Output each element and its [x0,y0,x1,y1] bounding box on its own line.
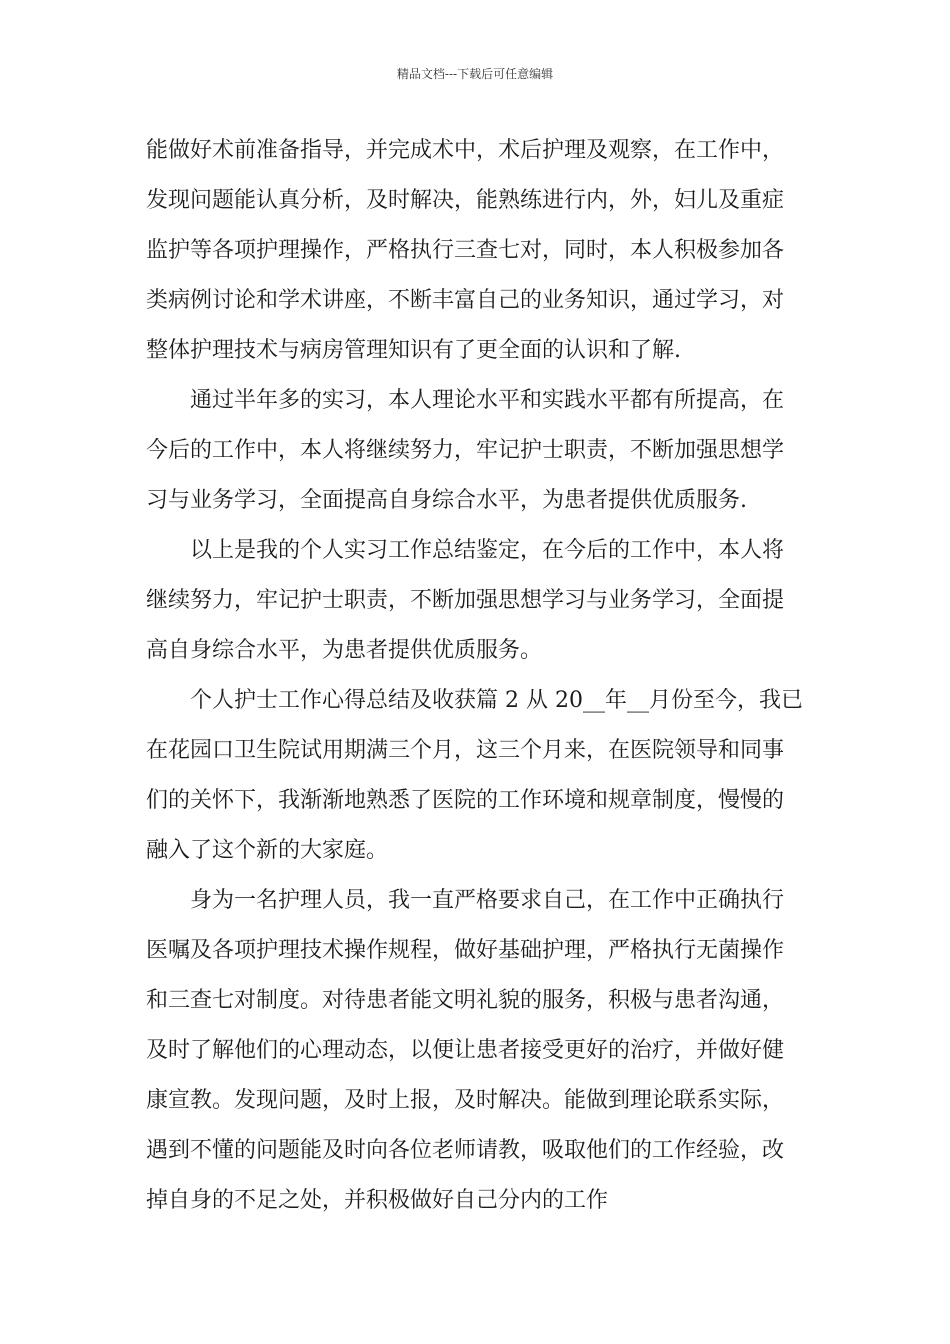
text-line: 高自身综合水平，为患者提供优质服务。 [146,638,543,663]
paragraph [146,126,810,376]
text-line: 在花园口卫生院试用期满三个月，这三个月来，在医院领导和同事 [146,738,785,763]
text-line: 康宣教。发现问题，及时上报，及时解决。能做到理论联系实际， [146,1088,785,1113]
document-body [146,126,810,1226]
paragraph [146,526,810,676]
paragraph [146,676,810,876]
text-line: 及时了解他们的心理动态，以便让患者接受更好的治疗，并做好健 [146,1038,785,1063]
text-line: 以上是我的个人实习工作总结鉴定，在今后的工作中，本人将 [190,538,785,563]
text-line: 身为一名护理人员，我一直严格要求自己，在工作中正确执行 [190,888,785,913]
text-line: 掉自身的不足之处，并积极做好自己分内的工作 [146,1188,609,1213]
text-line: 医嘱及各项护理技术操作规程，做好基础护理，严格执行无菌操作 [146,938,785,963]
text-line: 个人护士工作心得总结及收获篇 2 从 20__年__月份至今，我已 [190,688,803,713]
text-line: 监护等各项护理操作，严格执行三查七对，同时，本人积极参加各 [146,238,785,263]
text-line: 和三查七对制度。对待患者能文明礼貌的服务，积极与患者沟通， [146,988,785,1013]
text-line: 发现问题能认真分析，及时解决，能熟练进行内，外，妇儿及重症 [146,188,785,213]
text-line: 融入了这个新的大家庭。 [146,838,389,863]
text-line: 继续努力，牢记护士职责，不断加强思想学习与业务学习，全面提 [146,588,785,613]
text-line: 们的关怀下，我渐渐地熟悉了医院的工作环境和规章制度，慢慢的 [146,788,785,813]
text-line: 能做好术前准备指导，并完成术中，术后护理及观察，在工作中， [146,138,785,163]
text-line: 整体护理技术与病房管理知识有了更全面的认识和了解. [146,338,681,363]
text-line: 今后的工作中，本人将继续努力，牢记护士职责，不断加强思想学 [146,438,785,463]
text-line: 遇到不懂的问题能及时向各位老师请教，吸取他们的工作经验，改 [146,1138,785,1163]
page-header: 精品文档---下载后可任意编辑 [396,67,554,81]
paragraph [146,876,810,1226]
text-line: 类病例讨论和学术讲座，不断丰富自己的业务知识，通过学习，对 [146,288,785,313]
paragraph [146,376,810,526]
text-line: 习与业务学习，全面提高自身综合水平，为患者提供优质服务. [146,488,747,513]
text-line: 通过半年多的实习，本人理论水平和实践水平都有所提高，在 [190,388,785,413]
